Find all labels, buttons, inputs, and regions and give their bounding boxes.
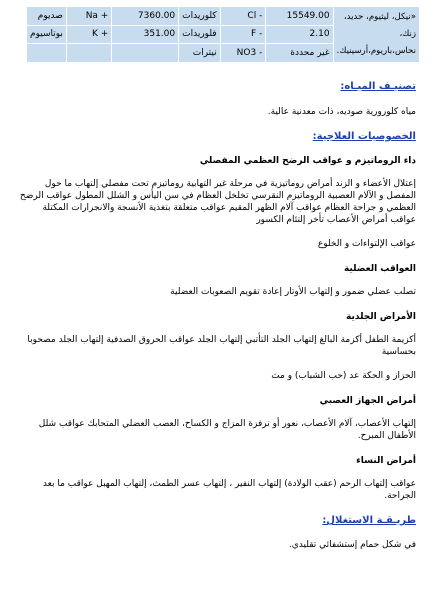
condition-text: إعتلال الأعضاء و الزند أمراض روماتيزية في مرحلة غير التهابية روماتيزم تحت مفصلي إلتهاب ما حول المفصل و الآلام العصبية الروماتيزم النقرسي تخلخل العظام في سن اليأس و الشلل المطول عواقب الرضح العظمي و جراحة العظام عواقب آلام الظهر المقيم عواقب متعلقة بتغذية الأنسجة والانجرارات المكتلة عواقب أمراض الأعصاب تأخر إلتئام الكسور [19, 179, 416, 225]
therapeutic-section [16, 130, 416, 502]
classification-text: مياه كلورورية صوديه، ذات معدنية عالية. [267, 107, 416, 117]
therapeutic-heading: الخصوصيات العلاجية: [312, 131, 416, 142]
condition-heading: داء الروماتيزم و عواقب الرضح العظمي المفصلي [199, 156, 416, 166]
therapeutic-blocks [16, 155, 416, 502]
ion-value: 7360.00 [112, 7, 178, 25]
ion-name: كلوريدات [179, 7, 219, 25]
classification-heading: تصنيـف الميـاه: [340, 81, 416, 92]
condition-text: تصلب عضلي ضمور و إلتهاب الأوتار إعادة تقويم الصعوبات العضلية [170, 287, 416, 297]
ion-symbol [67, 44, 111, 62]
ion-symbol: Cl - [221, 7, 266, 25]
ion-value: غير محددة [266, 44, 332, 62]
ion-composition-table [26, 6, 420, 63]
condition-heading: الأمراض الجلدية [346, 312, 416, 322]
condition-text: الحزاز و الحكة عد (حب الشباب) و مث [271, 371, 416, 381]
ion-name: بوتاسيوم [27, 26, 66, 44]
document-body [16, 80, 416, 551]
ion-symbol: F - [221, 26, 266, 44]
ion-value: 351.00 [112, 26, 178, 44]
usage-heading: طريـقـة الاستغلال: [322, 515, 416, 526]
ion-row [27, 7, 419, 25]
condition-heading: أمراض النساء [356, 456, 416, 466]
ion-symbol: Na + [67, 7, 111, 25]
ion-symbol: NO3 - [221, 44, 266, 62]
condition-text: عواقب الإلتواءات و الخلوع [317, 239, 416, 249]
usage-text: في شكل حمام إستشفائي تقليدي. [288, 540, 416, 550]
classification-section [16, 80, 416, 118]
usage-section [16, 514, 416, 551]
ion-name: نيترات [179, 44, 219, 62]
ion-name [27, 44, 66, 62]
condition-text: أكزيمة الطفل أكزمة البالغ إلتهاب الجلد التأتبي إلتهاب الجلد عواقب الحروق الصدفية إلتهاب الجلد مصحوبا بحساسية [27, 335, 416, 357]
ion-name: صديوم [27, 7, 66, 25]
ion-name: فلوريدات [179, 26, 219, 44]
condition-text: إلتهاب الأعصاب، آلام الأعصاب، نعور أو نرفزة المزاج و الكساح، العصب العضلي المتحابك عواقب شلل الأطفال المبرح. [38, 419, 416, 441]
ion-symbol: K + [67, 26, 111, 44]
trace-elements-cell: «نيكل، ليثيوم، حديد، زنك، نحاس،باريوم،أرسينيك. [334, 7, 419, 62]
condition-heading: العواقب العضلية [343, 264, 416, 274]
ion-value: 15549.00 [266, 7, 332, 25]
ion-value [112, 44, 178, 62]
condition-heading: أمراض الجهاز العصبي [319, 396, 416, 406]
ion-value: 2.10 [266, 26, 332, 44]
condition-text: عواقب إلتهاب الرحم (عقب الولادة) إلتهاب النفير ، إلتهاب عسر الطمث، إلتهاب المهبل عواقب ما بعد الجراحة. [42, 479, 416, 501]
